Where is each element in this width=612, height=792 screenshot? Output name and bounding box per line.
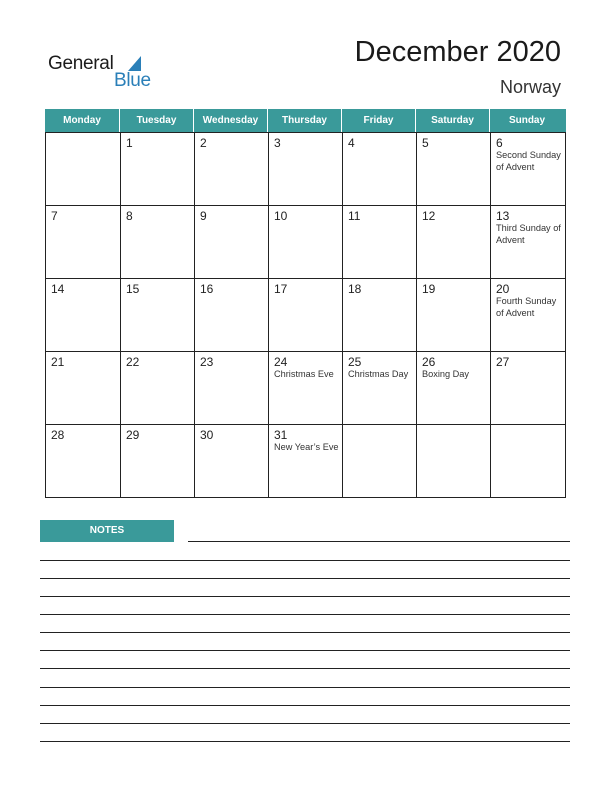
page-title: December 2020 <box>354 36 561 68</box>
notes-line <box>40 596 570 597</box>
holiday-label: Third Sunday of Advent <box>496 223 561 245</box>
weekday-saturday: Saturday <box>416 109 490 132</box>
day-cell <box>121 352 195 425</box>
day-cell <box>195 425 269 497</box>
notes-line <box>40 650 570 651</box>
day-number: 20 <box>496 282 510 296</box>
day-cell <box>195 279 269 352</box>
weekday-friday: Friday <box>342 109 416 132</box>
day-cell <box>269 279 343 352</box>
day-number: 27 <box>496 355 510 369</box>
day-number: 8 <box>126 209 133 223</box>
day-cell <box>269 352 343 425</box>
day-number: 10 <box>274 209 288 223</box>
day-cell <box>195 133 269 206</box>
day-cell <box>195 352 269 425</box>
day-cell <box>417 206 491 279</box>
logo-blue-text: Blue <box>114 70 151 91</box>
day-cell <box>491 206 565 279</box>
holiday-label: New Year’s Eve <box>274 442 339 452</box>
notes-line <box>188 541 570 542</box>
day-cell <box>491 133 565 206</box>
day-cell <box>417 352 491 425</box>
weekday-wednesday: Wednesday <box>194 109 268 132</box>
day-number: 3 <box>274 136 281 150</box>
weekday-tuesday: Tuesday <box>120 109 194 132</box>
day-cell <box>195 206 269 279</box>
day-cell <box>343 133 417 206</box>
day-cell <box>417 133 491 206</box>
holiday-label: Boxing Day <box>422 369 469 379</box>
day-number: 15 <box>126 282 140 296</box>
day-number: 18 <box>348 282 362 296</box>
day-number: 1 <box>126 136 133 150</box>
day-cell <box>46 425 121 497</box>
day-number: 17 <box>274 282 288 296</box>
notes-line <box>40 705 570 706</box>
day-cell <box>491 352 565 425</box>
notes-label: NOTES <box>40 520 174 542</box>
logo <box>48 52 151 92</box>
notes-line <box>40 578 570 579</box>
day-number: 26 <box>422 355 436 369</box>
logo-general-text: General <box>48 53 114 74</box>
day-cell <box>417 425 491 497</box>
day-cell <box>269 425 343 497</box>
day-cell <box>121 279 195 352</box>
day-number: 9 <box>200 209 207 223</box>
holiday-label: Christmas Day <box>348 369 409 379</box>
notes-line <box>40 741 570 742</box>
notes-line <box>40 560 570 561</box>
day-number: 24 <box>274 355 288 369</box>
day-number: 2 <box>200 136 207 150</box>
day-number: 11 <box>348 209 361 223</box>
day-number: 29 <box>126 428 140 442</box>
day-cell <box>121 206 195 279</box>
day-number: 14 <box>51 282 65 296</box>
day-cell <box>343 279 417 352</box>
calendar-grid <box>45 132 566 498</box>
weekday-thursday: Thursday <box>268 109 342 132</box>
day-cell <box>46 206 121 279</box>
day-cell <box>121 133 195 206</box>
calendar <box>45 109 566 499</box>
holiday-label: Second Sunday of Advent <box>496 150 561 172</box>
country-label: Norway <box>499 77 561 97</box>
day-number: 23 <box>200 355 214 369</box>
day-cell <box>343 206 417 279</box>
day-number: 25 <box>348 355 362 369</box>
day-number: 28 <box>51 428 65 442</box>
weekday-header <box>45 109 566 132</box>
day-cell <box>417 279 491 352</box>
day-cell <box>46 352 121 425</box>
day-cell <box>269 133 343 206</box>
day-number: 13 <box>496 209 510 223</box>
day-cell <box>46 133 121 206</box>
day-number: 19 <box>422 282 436 296</box>
day-number: 31 <box>274 428 288 442</box>
day-cell <box>491 279 565 352</box>
weekday-monday: Monday <box>45 109 120 132</box>
day-cell <box>491 425 565 497</box>
weekday-sunday: Sunday <box>508 115 546 126</box>
holiday-label: Christmas Eve <box>274 369 334 379</box>
notes-line <box>40 614 570 615</box>
holiday-label: Fourth Sunday of Advent <box>496 296 557 318</box>
day-number: 4 <box>348 136 355 150</box>
day-cell <box>343 425 417 497</box>
day-number: 16 <box>200 282 214 296</box>
day-number: 22 <box>126 355 140 369</box>
notes-line <box>40 668 570 669</box>
day-number: 6 <box>496 136 503 150</box>
day-number: 21 <box>51 355 65 369</box>
day-cell <box>46 279 121 352</box>
logo-triangle-icon <box>127 56 141 71</box>
notes-line <box>40 632 570 633</box>
day-cell <box>269 206 343 279</box>
day-number: 5 <box>422 136 429 150</box>
notes-line <box>40 687 570 688</box>
day-number: 30 <box>200 428 214 442</box>
day-cell <box>121 425 195 497</box>
notes-line <box>40 723 570 724</box>
day-number: 7 <box>51 209 58 223</box>
day-cell <box>343 352 417 425</box>
day-number: 12 <box>422 209 436 223</box>
